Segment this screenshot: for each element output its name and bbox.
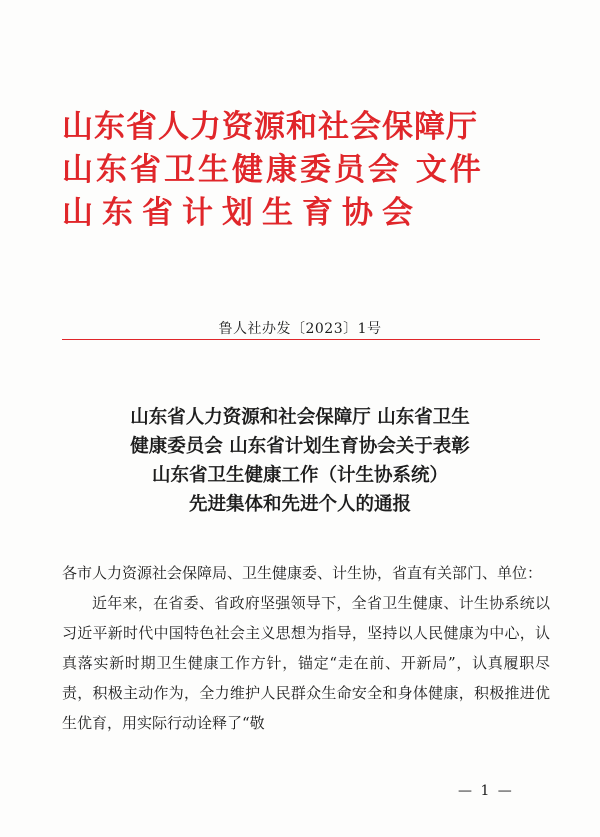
document-number: 鲁人社办发〔2023〕1号 — [218, 321, 382, 337]
title-line-2: 健康委员会 山东省计划生育协会关于表彰 — [130, 436, 470, 457]
title-line-1: 山东省人力资源和社会保障厅 山东省卫生 — [130, 407, 470, 428]
page-number: — 1 — — [458, 783, 514, 799]
title-line-4: 先进集体和先进个人的通报 — [188, 494, 411, 515]
addressee: 各市人力资源社会保障局、卫生健康委、计生协，省直有关部门、单位： — [62, 564, 543, 582]
letterhead-line-2: 山东省卫生健康委员会 文件 — [62, 152, 484, 188]
letterhead-line-3: 山东省计划生育协会 — [62, 195, 422, 231]
letterhead-line-1: 山东省人力资源和社会保障厅 — [62, 109, 478, 145]
document-title — [40, 403, 560, 519]
red-divider-line — [62, 339, 540, 340]
letterhead — [62, 109, 484, 231]
title-line-3: 山东省卫生健康工作（计生协系统） — [151, 465, 448, 486]
document-body — [62, 558, 550, 738]
body-paragraph: 近年来，在省委、省政府坚强领导下，全省卫生健康、计生协系统以习近平新时代中国特色社会主义思想为指导，坚持以人民健康为中心，认真落实新时期卫生健康工作方针，锚定“走在前、开新局”，认真履职尽责，积极主动作为，全力维护人民群众生命安全和身体健康，积极推进优生优育，用实际行动诠释了“敬 — [62, 594, 550, 732]
